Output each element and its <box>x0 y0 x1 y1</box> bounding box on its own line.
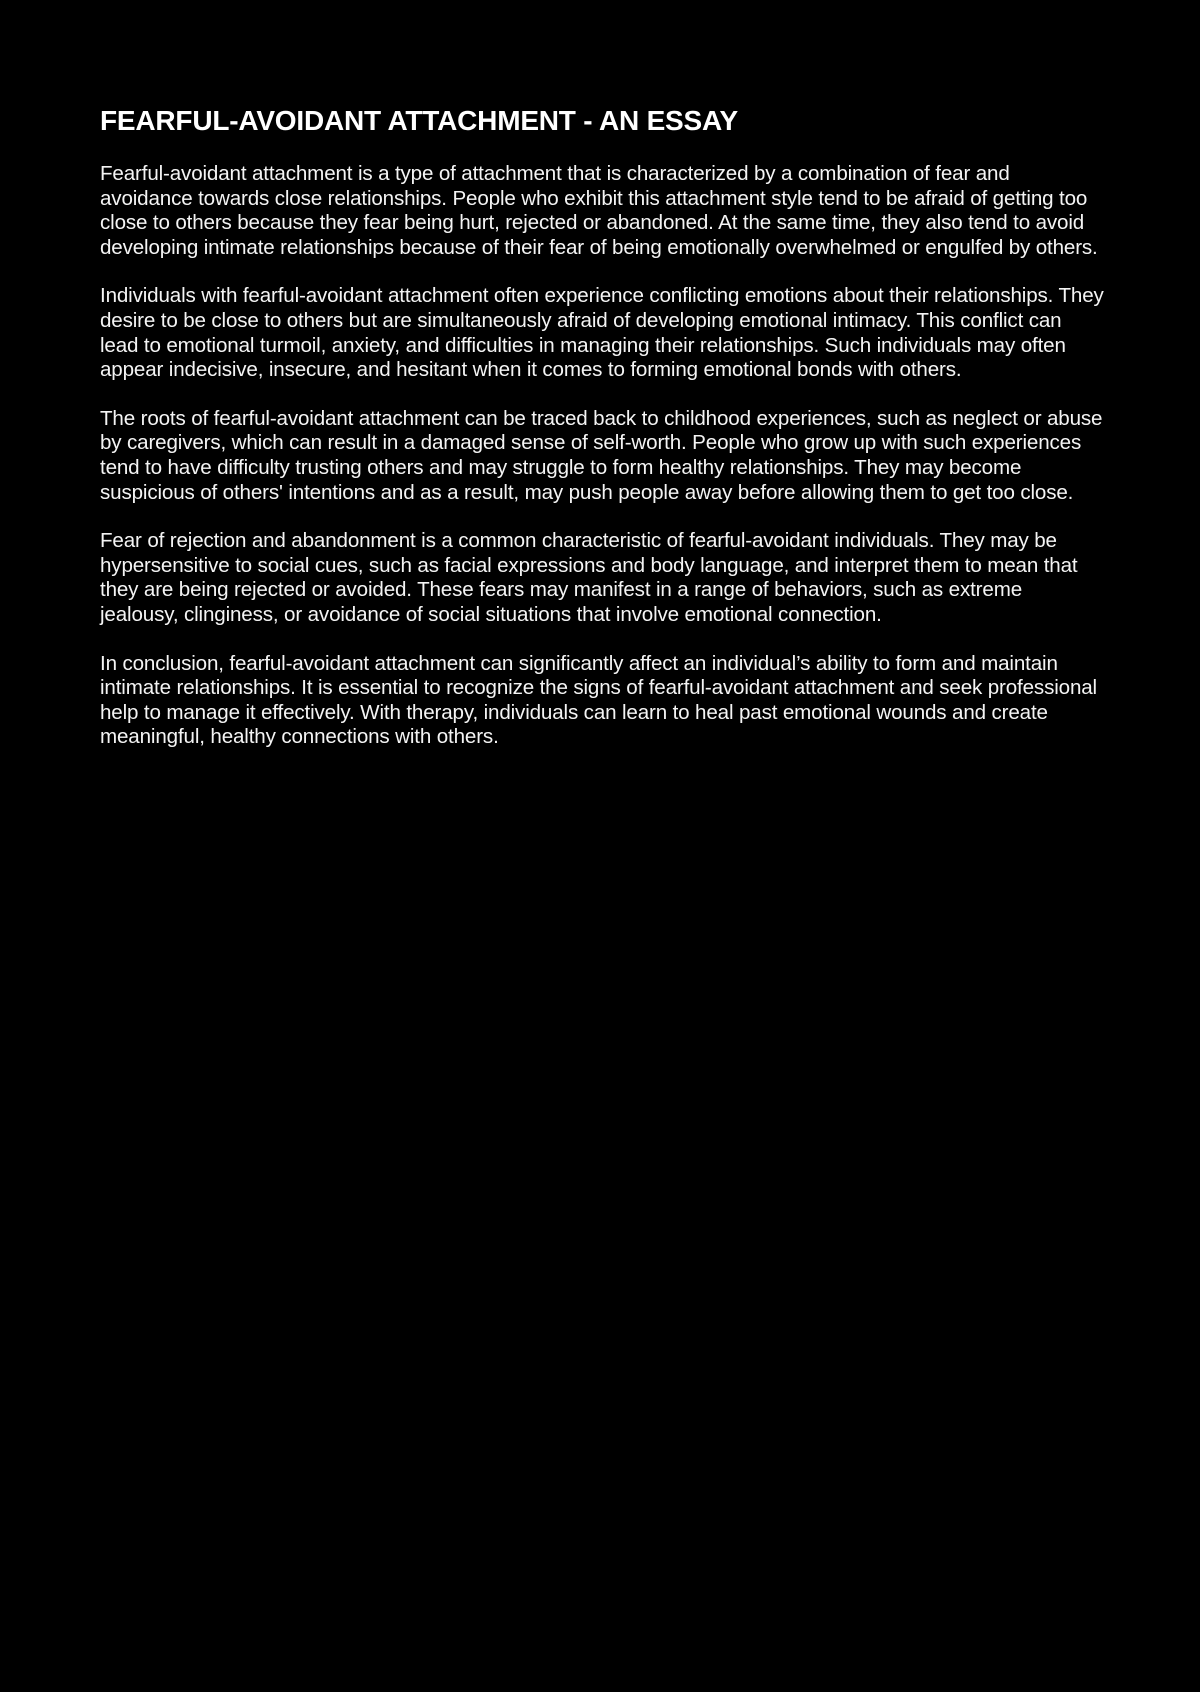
paragraph-conflicting-emotions: Individuals with fearful-avoidant attachment often experience conflicting emotions about their relationships. They desire to be close to others but are simultaneously afraid of developing emotional intimacy. This conflict can lead to emotional turmoil, anxiety, and difficulties in managing their relationships. Such individuals may often appear indecisive, insecure, and hesitant when it comes to forming emotional bonds with others. <box>100 284 1104 382</box>
paragraph-intro: Fearful-avoidant attachment is a type of attachment that is characterized by a combination of fear and avoidance towards close relationships. People who exhibit this attachment style tend to be afraid of getting too close to others because they fear being hurt, rejected or abandoned. At the same time, they also tend to avoid developing intimate relationships because of their fear of being emotionally overwhelmed or engulfed by others. <box>100 162 1098 259</box>
paragraph-fear-of-rejection: Fear of rejection and abandonment is a common characteristic of fearful-avoidant individuals. They may be hypersensitive to social cues, such as facial expressions and body language, and interpret them to mean that they are being rejected or avoided. These fears may manifest in a range of behaviors, such as extreme jealousy, clinginess, or avoidance of social situations that involve emotional connection. <box>100 529 1078 626</box>
paragraph-conclusion: In conclusion, fearful-avoidant attachment can significantly affect an individual’s ability to form and maintain intimate relationships. It is essential to recognize the signs of fearful-avoidant attachment and seek professional help to manage it effectively. With therapy, individuals can learn to heal past emotional wounds and create meaningful, healthy connections with others. <box>100 651 1097 749</box>
essay-document <box>100 104 1105 774</box>
essay-title: FEARFUL-AVOIDANT ATTACHMENT - AN ESSAY <box>100 105 738 136</box>
paragraph-roots: The roots of fearful-avoidant attachment can be traced back to childhood experiences, such as neglect or abuse by caregivers, which can result in a damaged sense of self-worth. People who grow up with such experiences tend to have difficulty trusting others and may struggle to form healthy relationships. They may become suspicious of others' intentions and as a result, may push people away before allowing them to get too close. <box>100 406 1103 504</box>
